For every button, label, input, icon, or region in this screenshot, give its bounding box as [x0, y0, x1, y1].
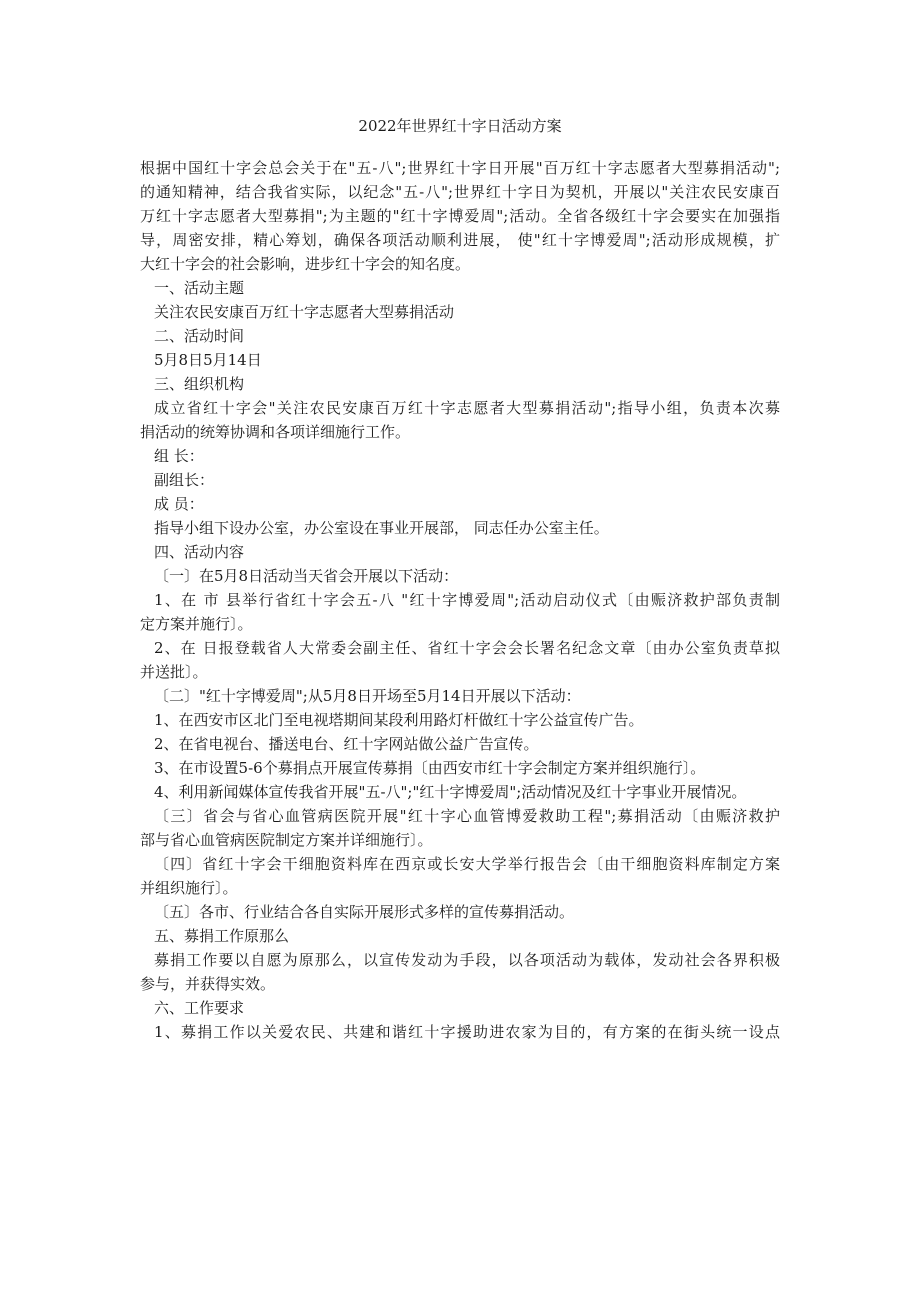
text-line: 捐活动的统筹协调和各项详细施行工作。: [140, 423, 411, 441]
text-line: 3、在市设置5-6个募捐点开展宣传募捐〔由西安市红十字会制定方案并组织施行〕。: [154, 759, 706, 777]
text-line: 并组织施行〕。: [140, 879, 238, 897]
text-line: 根据中国红十字会总会关于在"五-八";世界红十字日开展"百万红十字志愿者大型募捐活动";: [140, 159, 780, 177]
text-line: 〔二〕"红十字博爱周";从5月8日开场至5月14日开展以下活动：: [154, 687, 581, 705]
text-line: 的通知精神，结合我省实际，以纪念"五-八";世界红十字日为契机，开展以"关注农民安康百: [140, 183, 780, 201]
document-title: 2022年世界红十字日活动方案: [358, 117, 562, 135]
text-line: 大红十字会的社会影响，进步红十字会的知名度。: [140, 255, 471, 273]
text-line: 1、募捐工作以关爱农民、共建和谐红十字援助进农家为目的，有方案的在街头统一设点: [154, 1023, 780, 1041]
text-line: 副组长：: [154, 471, 215, 489]
text-line: 1、在西安市区北门至电视塔期间某段利用路灯杆做红十字公益宣传广告。: [154, 711, 644, 729]
text-line: 二、活动时间: [154, 327, 245, 345]
text-line: 指导小组下设办公室，办公室设在事业开展部， 同志任办公室主任。: [154, 519, 609, 537]
text-line: 四、活动内容: [154, 543, 245, 561]
text-line: 三、组织机构: [154, 375, 245, 393]
text-line: 参与，并获得实效。: [140, 975, 276, 993]
text-line: 定方案并施行〕。: [140, 615, 253, 633]
text-line: 关注农民安康百万红十字志愿者大型募捐活动: [154, 303, 455, 321]
text-line: 2、在 日报登载省人大常委会副主任、省红十字会会长署名纪念文章〔由办公室负责草拟: [154, 639, 780, 657]
text-line: 成立省红十字会"关注农民安康百万红十字志愿者大型募捐活动";指导小组，负责本次募: [154, 399, 780, 417]
text-line: 成 员：: [154, 495, 204, 513]
text-line: 〔四〕省红十字会干细胞资料库在西京或长安大学举行报告会〔由干细胞资料库制定方案: [154, 855, 780, 873]
text-line: 1、在 市 县举行省红十字会五-八 "红十字博爱周";活动启动仪式〔由赈济救护部负责制: [154, 591, 780, 609]
text-line: 4、利用新闻媒体宣传我省开展"五-八";"红十字博爱周";活动情况及红十字事业开展情况。: [154, 783, 747, 801]
document-body: [140, 156, 780, 1044]
text-line: 〔一〕在5月8日活动当天省会开展以下活动：: [154, 567, 459, 585]
text-line: 〔三〕省会与省心血管病医院开展"红十字心血管博爱救助工程";募捐活动〔由赈济救护: [154, 807, 780, 825]
text-line: 万红十字志愿者大型募捐";为主题的"红十字博爱周";活动。全省各级红十字会要实在加强指: [140, 207, 780, 225]
text-line: 一、活动主题: [154, 279, 245, 297]
text-line: 5月8日5月14日: [154, 351, 262, 369]
text-line: 〔五〕各市、行业结合各自实际开展形式多样的宣传募捐活动。: [154, 903, 575, 921]
text-line: 2、在省电视台、播送电台、红十字网站做公益广告宣传。: [154, 735, 539, 753]
text-line: 并送批〕。: [140, 663, 208, 681]
text-line: 导，周密安排，精心筹划，确保各项活动顺利进展， 使"红十字博爱周";活动形成规模，扩: [140, 231, 780, 249]
text-line: 五、募捐工作原那么: [154, 927, 290, 945]
text-line: 募捐工作要以自愿为原那么，以宣传发动为手段，以各项活动为载体，发动社会各界积极: [154, 951, 780, 969]
text-line: 组 长：: [154, 447, 204, 465]
text-line: 六、工作要求: [154, 999, 245, 1017]
text-line: 部与省心血管病医院制定方案并详细施行〕。: [140, 831, 433, 849]
